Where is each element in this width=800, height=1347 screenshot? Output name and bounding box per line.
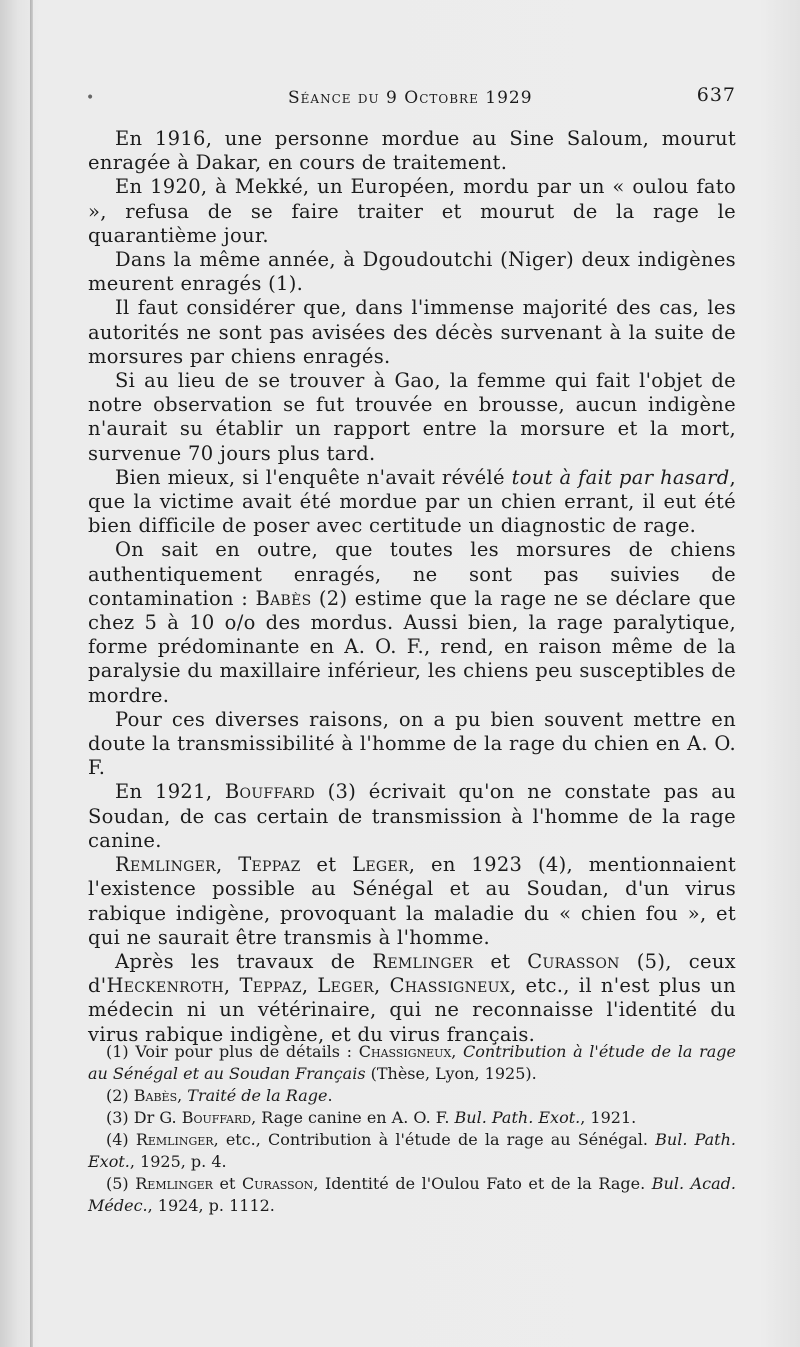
footnote: [88, 1041, 736, 1085]
text-run: Si au lieu de se trouver à Gao, la femme qui fait l'objet de notre observation se fut trouvée en brousse, aucun indigène n'aurait su établir un rapport entre la morsure et la mort, survenue 70 jours plus tard.: [88, 369, 736, 465]
author-name: Remlinger: [372, 949, 474, 973]
text-run: Dans la même année, à Dgoudoutchi (Niger) deux indigènes meurent enragés (1).: [88, 248, 736, 296]
text-run: , Identité de l'Oulou Fato et de la Rage.: [313, 1174, 652, 1193]
footnote: [88, 1107, 736, 1129]
author-name: Chassigneux: [358, 1042, 452, 1061]
header-title: Séance du 9 Octobre 1929: [288, 88, 533, 108]
text-run: ,: [223, 974, 240, 998]
author-name: Babès: [133, 1086, 178, 1105]
text-run: Après les travaux de: [115, 949, 373, 973]
paragraph: [88, 950, 736, 1047]
text-run: En 1920, à Mekké, un Européen, mordu par un « oulou fato », refusa de se faire traiter et mourut de la rage le quarantième jour.: [88, 175, 736, 247]
author-name: Bouffard: [224, 780, 316, 804]
italic-text: Bul. Path. Exot.: [88, 1130, 736, 1171]
author-name: Curasson: [527, 949, 620, 973]
footnote: [88, 1085, 736, 1107]
text-run: ,: [451, 1042, 464, 1061]
author-name: Heckenroth: [106, 974, 224, 998]
page-number: 637: [696, 84, 736, 106]
author-name: Teppaz: [239, 974, 302, 998]
text-run: , que la victime avait été mordue par un chien errant, il eut été bien difficile de poser avec certitude un diagnostic de rage.: [88, 465, 736, 538]
paragraph: [88, 248, 736, 296]
paragraph: [88, 466, 736, 539]
paragraph: [88, 780, 736, 853]
author-name: Bouffard: [181, 1108, 252, 1127]
paragraph: [88, 175, 736, 248]
author-name: Teppaz: [238, 853, 301, 877]
text-run: (3) écrivait qu'on ne constate pas au Soudan, de cas certain de transmission à l'homme de la rage canine.: [88, 780, 737, 852]
text-run: (2): [106, 1086, 134, 1105]
text-run: et: [473, 949, 528, 973]
running-header: [88, 84, 736, 114]
italic-text: Bul. Path. Exot.: [454, 1108, 581, 1127]
italic-text: Traité de la Rage: [187, 1086, 328, 1105]
author-name: Chassigneux: [389, 974, 511, 998]
author-name: Leger: [352, 853, 409, 877]
author-name: Remlinger: [135, 1174, 213, 1193]
text-run: Bien mieux, si l'enquête n'avait révélé: [115, 465, 512, 489]
text-run: ,: [177, 1086, 188, 1105]
author-name: Curasson: [242, 1174, 314, 1193]
text-run: , 1924, p. 1112.: [147, 1196, 275, 1215]
text-run: et: [300, 853, 353, 877]
text-run: (5), ceux d': [88, 949, 736, 998]
paragraph: [88, 538, 736, 707]
paragraph: [88, 296, 736, 369]
text-run: , en 1923 (4), mentionnaient l'existence possible au Sénégal et au Soudan, d'un virus rabique indigène, provoquant la maladie du « chien fou », et qui ne saurait être transmis à l'homme.: [88, 853, 736, 949]
text-run: (2) estime que la rage ne se déclare que chez 5 à 10 o/o des mordus. Aussi bien, la rage paralytique, forme prédominante en A. O. F., rend, en raison même de la paralysie du maxillaire inférieur, les chiens peu susceptibles de mordre.: [88, 586, 736, 707]
text-run: , 1925, p. 4.: [129, 1152, 227, 1171]
text-run: En 1921,: [115, 780, 225, 804]
italic-text: tout à fait par hasard: [511, 465, 730, 489]
author-name: Remlinger: [115, 853, 216, 877]
footnote: [88, 1129, 736, 1173]
body-text: [88, 127, 736, 1047]
text-run: ,: [374, 974, 390, 998]
text-run: Il faut considérer que, dans l'immense majorité des cas, les autorités ne sont pas avisées des décès survenant à la suite de morsures par chiens enragés.: [88, 296, 736, 368]
binding-edge: [30, 0, 33, 1347]
text-run: , Rage canine en A. O. F.: [251, 1108, 455, 1127]
italic-text: Contribution à l'étude de la rage au Sénégal et au Soudan Français: [88, 1042, 736, 1083]
text-run: (Thèse, Lyon, 1925).: [365, 1064, 537, 1083]
paragraph: [88, 853, 736, 950]
text-run: On sait en outre, que toutes les morsures de chiens authentiquement enragés, ne sont pas suivies de contamination :: [88, 538, 736, 610]
author-name: Babès: [255, 586, 312, 610]
text-run: (3) Dr G.: [106, 1108, 182, 1127]
text-run: et: [212, 1174, 243, 1193]
paragraph: [88, 708, 736, 781]
paragraph: [88, 369, 736, 466]
author-name: Remlinger: [135, 1130, 214, 1149]
text-run: Pour ces diverses raisons, on a pu bien souvent mettre en doute la transmissibilité à l'homme de la rage du chien en A. O. F.: [88, 707, 736, 780]
paragraph: [88, 127, 736, 175]
text-run: En 1916, une personne mordue au Sine Saloum, mourut enragée à Dakar, en cours de traitement.: [88, 127, 736, 175]
italic-text: Bul. Acad. Médec.: [88, 1174, 737, 1215]
text-run: (4): [106, 1130, 136, 1149]
text-run: .: [327, 1086, 333, 1105]
margin-dot: •: [86, 90, 96, 106]
text-run: , 1921.: [580, 1108, 637, 1127]
author-name: Leger: [317, 974, 375, 998]
text-run: , etc., Contribution à l'étude de la rage au Sénégal.: [213, 1130, 656, 1149]
text-run: , etc., il n'est plus un médecin ni un vétérinaire, qui ne reconnaisse l'identité du virus rabique indigène, et du virus français.: [88, 974, 737, 1046]
text-run: ,: [301, 974, 318, 998]
text-run: (5): [106, 1174, 136, 1193]
text-run: ,: [215, 853, 239, 877]
footnote: [88, 1173, 736, 1217]
text-run: (1) Voir pour plus de détails :: [106, 1042, 359, 1061]
footnotes: [88, 1041, 736, 1217]
